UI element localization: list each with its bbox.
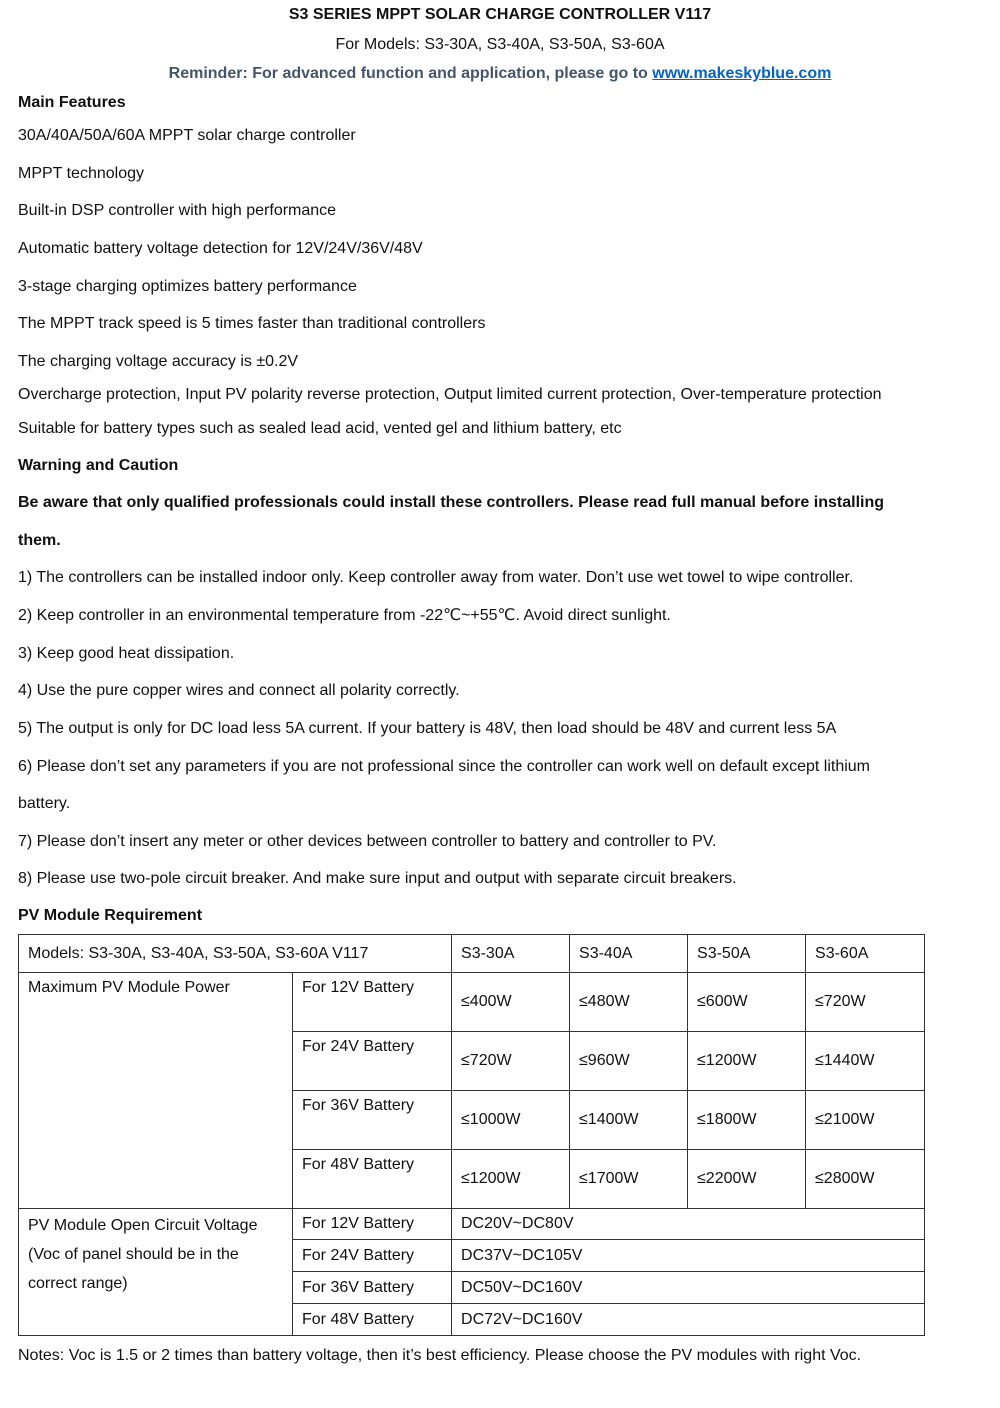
power-value: ≤720W (452, 1032, 570, 1091)
feature-item: The charging voltage accuracy is ±0.2V (18, 353, 299, 370)
page-title: S3 SERIES MPPT SOLAR CHARGE CONTROLLER V117 (288, 6, 712, 23)
pv-requirement-table (18, 934, 925, 1336)
power-value: ≤400W (452, 973, 570, 1032)
warning-item: 2) Keep controller in an environmental temperature from -22℃~+55℃. Avoid direct sunlight. (18, 607, 671, 624)
models-subtitle: For Models: S3-30A, S3-40A, S3-50A, S3-60A (335, 36, 665, 53)
power-value: ≤1200W (688, 1032, 806, 1091)
power-value: ≤2200W (688, 1150, 806, 1209)
table-header-models: Models: S3-30A, S3-40A, S3-50A, S3-60A V117 (19, 935, 452, 973)
column-header-model: S3-30A (452, 935, 570, 973)
pv-requirement-heading: PV Module Requirement (18, 907, 203, 924)
battery-label: For 12V Battery (293, 973, 452, 1032)
power-value: ≤600W (688, 973, 806, 1032)
power-value: ≤1440W (806, 1032, 925, 1091)
battery-label: For 24V Battery (293, 1240, 452, 1272)
power-value: ≤720W (806, 973, 925, 1032)
feature-item: Built-in DSP controller with high performance (18, 202, 337, 219)
feature-item: Suitable for battery types such as sealed lead acid, vented gel and lithium battery, etc (18, 420, 622, 437)
main-features-heading: Main Features (18, 94, 126, 111)
battery-label: For 48V Battery (293, 1304, 452, 1336)
battery-label: For 36V Battery (293, 1272, 452, 1304)
warning-item: 4) Use the pure copper wires and connect all polarity correctly. (18, 682, 460, 699)
power-value: ≤1400W (570, 1091, 688, 1150)
power-value: ≤1200W (452, 1150, 570, 1209)
warning-notice: Be aware that only qualified professionals could install these controllers. Please read full manual before installing (18, 494, 884, 511)
max-power-label: Maximum PV Module Power (19, 973, 293, 1209)
feature-item: 30A/40A/50A/60A MPPT solar charge controller (18, 127, 356, 144)
warning-item: 3) Keep good heat dissipation. (18, 645, 235, 662)
table-row (19, 973, 925, 1032)
feature-item: The MPPT track speed is 5 times faster than traditional controllers (18, 315, 486, 332)
feature-item: 3-stage charging optimizes battery performance (18, 278, 357, 295)
battery-label: For 36V Battery (293, 1091, 452, 1150)
power-value: ≤2800W (806, 1150, 925, 1209)
voltage-range: DC37V~DC105V (452, 1240, 925, 1272)
power-value: ≤480W (570, 973, 688, 1032)
warning-item: 5) The output is only for DC load less 5A current. If your battery is 48V, then load should be 48V and current less 5A (18, 720, 837, 737)
voltage-range: DC20V~DC80V (452, 1209, 925, 1240)
website-link[interactable]: www.makeskyblue.com (652, 65, 832, 82)
battery-label: For 24V Battery (293, 1032, 452, 1091)
power-value: ≤960W (570, 1032, 688, 1091)
reminder-text: Reminder: For advanced function and application, please go to (168, 65, 653, 82)
power-value: ≤2100W (806, 1091, 925, 1150)
warning-item: 7) Please don’t insert any meter or other devices between controller to battery and controller to PV. (18, 833, 717, 850)
warning-notice-continued: them. (18, 532, 61, 549)
open-circuit-voltage-label: PV Module Open Circuit Voltage (Voc of panel should be in the correct range) (19, 1209, 293, 1336)
warning-item: 6) Please don’t set any parameters if you are not professional since the controller can work well on default except lithium (18, 758, 870, 775)
warning-heading: Warning and Caution (18, 457, 179, 474)
battery-label: For 48V Battery (293, 1150, 452, 1209)
power-value: ≤1700W (570, 1150, 688, 1209)
voltage-range: DC72V~DC160V (452, 1304, 925, 1336)
feature-item: Automatic battery voltage detection for 12V/24V/36V/48V (18, 240, 423, 257)
voltage-range: DC50V~DC160V (452, 1272, 925, 1304)
power-value: ≤1000W (452, 1091, 570, 1150)
warning-item: 8) Please use two-pole circuit breaker. And make sure input and output with separate circuit breakers. (18, 870, 737, 887)
table-row (19, 1209, 925, 1240)
feature-item: Overcharge protection, Input PV polarity reverse protection, Output limited current protection, Over-temperature protection (18, 386, 882, 403)
column-header-model: S3-40A (570, 935, 688, 973)
warning-item: 1) The controllers can be installed indoor only. Keep controller away from water. Don’t use wet towel to wipe controller. (18, 569, 854, 586)
battery-label: For 12V Battery (293, 1209, 452, 1240)
warning-item-continued: battery. (18, 795, 71, 812)
table-header-row (19, 935, 925, 973)
column-header-model: S3-50A (688, 935, 806, 973)
feature-item: MPPT technology (18, 165, 144, 182)
column-header-model: S3-60A (806, 935, 925, 973)
power-value: ≤1800W (688, 1091, 806, 1150)
reminder-line (0, 66, 1000, 82)
notes-text: Notes: Voc is 1.5 or 2 times than battery voltage, then it’s best efficiency. Please choose the PV modules with right Voc. (18, 1347, 862, 1364)
